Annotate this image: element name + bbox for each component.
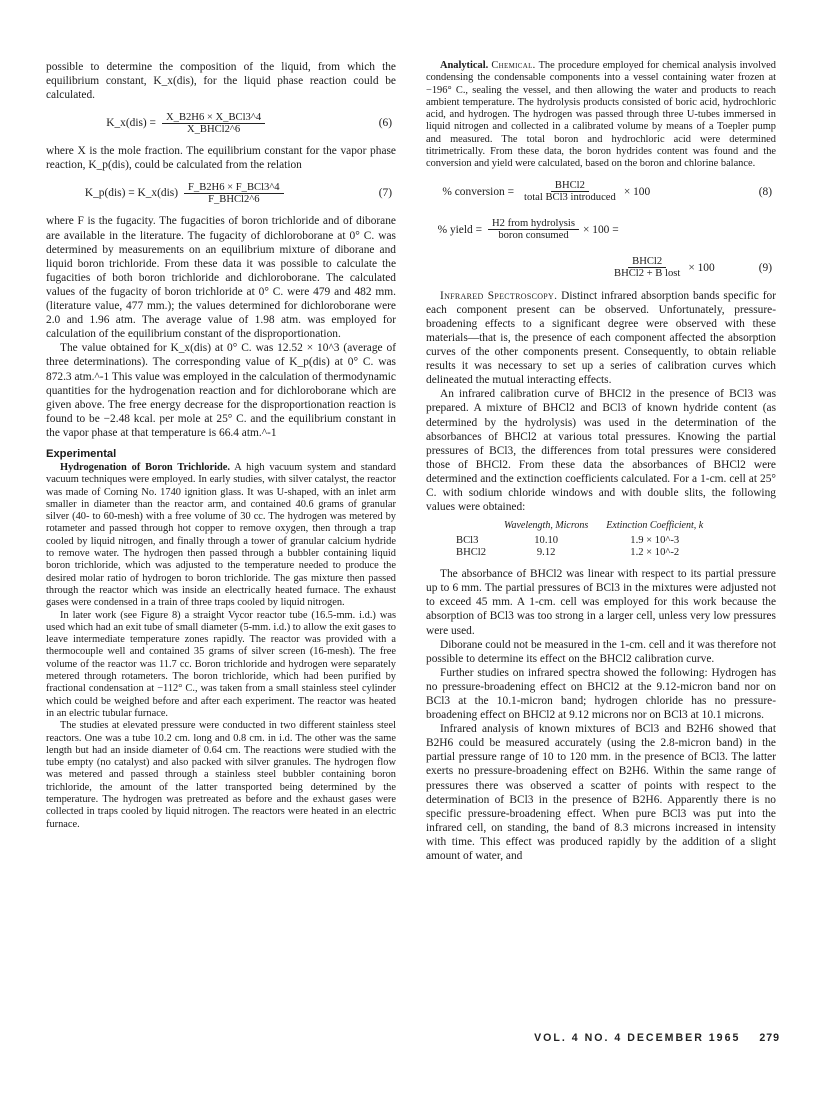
equation-denominator: boron consumed	[498, 230, 569, 242]
section-heading: Experimental	[46, 447, 117, 460]
equation-tail: × 100	[688, 261, 715, 274]
equation-9-second-line	[426, 251, 776, 285]
analytical-paragraph	[426, 60, 776, 171]
issue-info: VOL. 4 NO. 4 DECEMBER 1965	[534, 1032, 741, 1044]
table-cell: BHCl2	[456, 547, 487, 559]
equilibrium-value-paragraph: The value obtained for K_x(dis) at 0° C. was 12.52 × 10^3 (average of three determinations). The corresponding value of K_p(dis) at 0° C. was 872.3 atm.^-1 This value was employed in the calculation of thermodynamic quantities for the hydrogenation reaction and for dichloroborane which are given above. The free energy decrease for the disproportionation reaction is found to be −2.48 kcal. per mole at 25° C. and the equilibrium constant in the vapor phase at that temperature is 66.4 atm.^-1	[46, 342, 396, 439]
equation-tail: × 100	[623, 185, 651, 198]
table-header: Wavelength, Microns	[504, 520, 589, 532]
equation-number: (9)	[758, 261, 772, 274]
page-number: 279	[759, 1032, 780, 1044]
table-cell: 1.9 × 10^-3	[630, 535, 680, 547]
table-row	[456, 535, 721, 547]
mixtures-paragraph: Infrared analysis of known mixtures of BCl3 and B2H6 showed that B2H6 could be measured accurately (using the 2.8-micron band) in the partial pressure range of 10 to 120 mm. in the presence of BCl3. The latter exerts no pressure-broadening effect on B2H6. Within the same range of pressures there was observed a scatter of points with respect to the determination of BCl3 in the presence of B2H6. Apparently there is no specific pressure-broadening effect. When pure BCl3 was put into the infrared cell, on standing, the band of 8.3 microns increased in intensity with time. This effect was produced rapidly by the addition of a slight amount of water, and	[426, 723, 776, 863]
equation-9-first-line	[426, 213, 776, 247]
analytical-text: The procedure employed for chemical analysis involved condensing the condensable components into a vessel containing water frozen at −196° C., sealing the vessel, and then allowing the water and products to reach ambient temperature. The hydrolysis products consisted of boric acid, hydrochloric acid, and hydrogen. The hydrogen was passed through three U-tubes immersed in liquid nitrogen and collected in a calibrated volume by means of a Toepler pump and measured. The total boron and hydrochloric acid were determined titrimetrically. From these data, the boron hydrides content was found and the conversion and yield were calculated, based on the boron and chlorine balance.	[426, 60, 776, 170]
infrared-text: Distinct infrared absorption bands specific for each component present can be observed. Unfortunately, pressure-broadening effects to a significant degree were observed with these materials—that is, the presence of each component affected the absorption curves of the other components present. Consequently, to obtain reliable results it was necessary to set up a series of calibration curves which delineated the mutual interacting effects.	[426, 289, 776, 387]
runin-heading: Hydrogenation of Boron Trichloride.	[60, 461, 230, 473]
table-cell: 9.12	[536, 547, 556, 559]
equation-6	[46, 106, 396, 140]
table-header	[456, 520, 504, 535]
subsection-label: Chemical.	[491, 60, 536, 71]
hydrogenation-paragraph	[46, 462, 396, 610]
table-cell: BCl3	[456, 535, 479, 547]
equation-numerator: BHCl2	[628, 256, 666, 268]
equation-tail: × 100 =	[582, 223, 619, 236]
extinction-table	[456, 520, 721, 559]
equation-denominator: F_BHCl2^6	[208, 193, 260, 205]
equation-number: (8)	[758, 185, 772, 198]
later-work-paragraph: In later work (see Figure 8) a straight Vycor reactor tube (16.5-mm. i.d.) was used which had an exit tube of small diameter (5-mm. i.d.) to allow the exit gases to leave intermediate temperature zones rapidly. The reactor was provided with a thermocouple well and contained 35 grams of silver screen (16-mesh). The free volume of the reactor was 11.7 cc. Boron trichloride and hydrogen were separately metered through rotameters. The boron trichloride, which had been purified by fractional condensation at −112° C., was taken from a small stainless steel cylinder which could be weighed before and after each experiment. The reactor was heated in an electric tubular furnace.	[46, 609, 396, 719]
equation-8	[426, 175, 776, 209]
equation-lhs: K_p(dis) = K_x(dis)	[84, 187, 178, 200]
further-studies-paragraph: Further studies on infrared spectra showed the following: Hydrogen has no pressure-broadening effect on BHCl2 at the 9.12-micron band nor on BCl3 at the 10.1-micron band; hydrogen chloride has no pressure-broadening effect on BHCl2 at 9.12 microns nor on BCl3 at 10.1 microns.	[426, 666, 776, 722]
equation-denominator: X_BHCl2^6	[186, 123, 241, 135]
equation-lhs: % conversion =	[442, 185, 514, 198]
table-cell: 1.2 × 10^-2	[630, 547, 680, 559]
runin-heading: Analytical.	[440, 60, 489, 71]
equation-number: (6)	[378, 117, 392, 130]
equation-denominator: BHCl2 + B lost	[614, 268, 681, 280]
equation-7	[46, 176, 396, 210]
equation-fraction	[488, 218, 579, 241]
diborane-paragraph: Diborane could not be measured in the 1-cm. cell and it was therefore not possible to determine its effect on the BHCl2 calibration curve.	[426, 638, 776, 665]
table-cell: 10.10	[534, 535, 559, 547]
equation-fraction	[610, 256, 684, 279]
equation-numerator: BHCl2	[551, 180, 589, 192]
table-header: Extinction Coefficient, k	[606, 520, 704, 532]
equation-number: (7)	[378, 187, 392, 200]
table-header-row	[456, 520, 721, 535]
linearity-paragraph: The absorbance of BHCl2 was linear with respect to its partial pressure up to 6 mm. The partial pressures of BCl3 in the mixtures were adjusted not to exceed 45 mm. A 1-cm. cell was employed for this work because the absorption of BCl3 was too strong in a larger cell, unless very low pressures were used.	[426, 568, 776, 637]
elevated-pressure-paragraph: The studies at elevated pressure were conducted in two different stainless steel reactors. One was a tube 10.2 cm. long and 0.8 cm. in i.d. The other was the same length but had an inside diameter of 0.64 cm. The reactions were studied with the tube empty (no catalyst) and also packed with silver granules. The hydrogen flow was metered and passed through a stainless steel bubbler containing boron trichloride, the amount of the latter transported being determined by the temperature. The hydrogen was pretreated as before and the exhaust gases were collected in traps cooled by liquid nitrogen. The reactors were heated in an electric furnace.	[46, 720, 396, 830]
hydrogenation-text: A high vacuum system and standard vacuum techniques were employed. In early studies, with silver catalyst, the reactor was made of Corning No. 1740 ignition glass. It was U-shaped, with an inlet arm smaller in diameter than the reactor arm, and contained 40.6 grams of granular silver (40- to 60-mesh) with a free volume of 30 cc. The hydrogen was metered by rotameter and passed through hot copper to remove oxygen, then through a trap cooled by liquid nitrogen, and finally through a tower of granular calcium hydride to remove water. The hydrogen then passed through a bubbler containing liquid boron trichloride, which was adjusted to the temperature needed to produce the desired molar ratio of hydrogen to boron trichloride. The gas mixture then passed through the reactor which was inside an electrically heated furnace. The exhaust gases were condensed in a train of three traps cooled by liquid nitrogen.	[46, 461, 396, 609]
equation-numerator: F_B2H6 × F_BCl3^4	[184, 182, 284, 194]
mole-fraction-paragraph: where X is the mole fraction. The equilibrium constant for the vapor phase reaction, K_p(dis), could be calculated from the relation	[46, 145, 396, 172]
table-row	[456, 547, 721, 559]
fugacity-paragraph: where F is the fugacity. The fugacities of boron trichloride and of diborane are available in the literature. The fugacity of dichloroborane at 0° C. was determined by measurements on an equilibrium mixture of diborane and liquid boron trichloride. From these data it was possible to calculate the fugacities of both boron trichloride and dichloroborane. The calculated values of the fugacity of boron trichloride at 0° C. were 479 and 482 mm. (literature value, 477 mm.); the values determined for dichloroborane were 2.0 and 1.96 atm. The average value of 1.98 atm. was employed for calculation of the equilibrium constant of the disproportionation.	[46, 215, 396, 341]
intro-paragraph: possible to determine the composition of the liquid, from which the equilibrium constant, K_x(dis), for the liquid phase reaction could be calculated.	[46, 61, 396, 102]
right-column	[426, 60, 776, 863]
infrared-paragraph	[426, 289, 776, 388]
subsection-label: Infrared Spectroscopy.	[440, 289, 558, 302]
left-column	[46, 60, 396, 831]
equation-lhs: % yield =	[437, 223, 482, 236]
calibration-paragraph: An infrared calibration curve of BHCl2 in the presence of BCl3 was prepared. A mixture of BHCl2 and BCl3 of known hydride content (as determined by the hydrolysis) was used in the determination of the absorbances of BHCl2 at various total pressures. Knowing the partial pressures of BCl3, the differences from total pressures were considered those of BHCl2. From these data the absorbances of BHCl2 were determined and the extinction coefficients calculated. For a 1-cm. cell at 25° C. with sodium chloride windows and with double slits, the following values were obtained:	[426, 388, 776, 514]
equation-fraction	[520, 180, 620, 203]
page-footer	[510, 1032, 780, 1044]
equation-numerator: H2 from hydrolysis	[488, 218, 579, 230]
equation-denominator: total BCl3 introduced	[524, 192, 616, 204]
equation-lhs: K_x(dis) =	[106, 117, 156, 130]
equation-numerator: X_B2H6 × X_BCl3^4	[162, 112, 265, 124]
equation-fraction	[162, 112, 265, 135]
equation-fraction	[184, 182, 284, 205]
